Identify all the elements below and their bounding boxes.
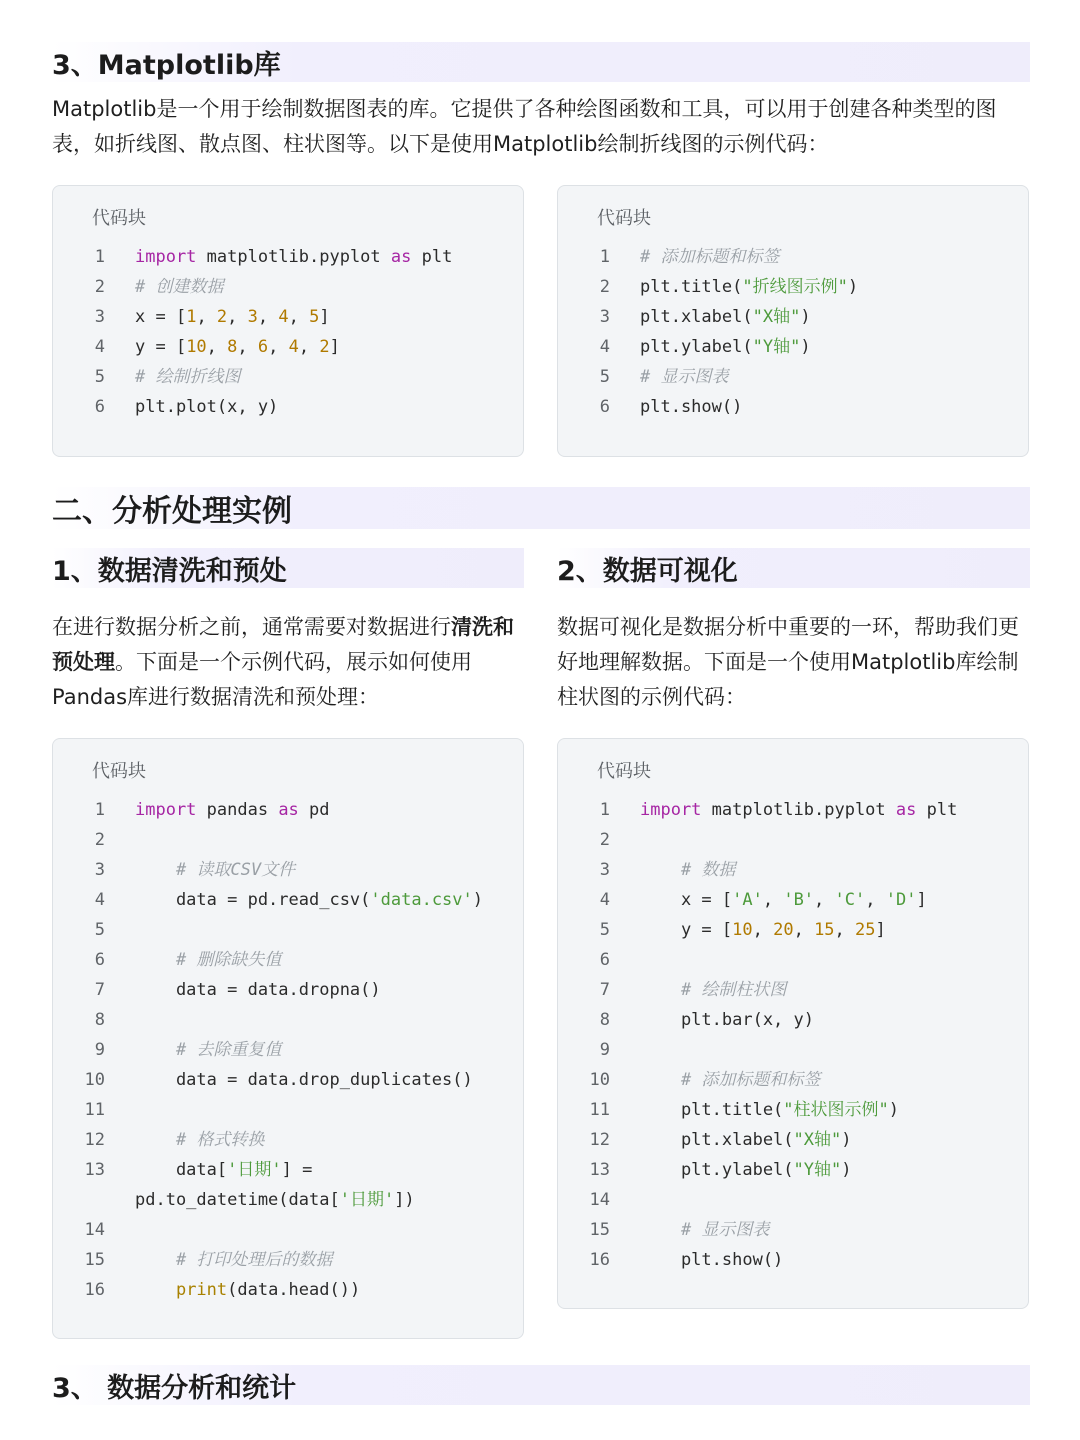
code-token: # 读取CSV文件 bbox=[175, 860, 296, 880]
line-number: 5 bbox=[94, 920, 105, 940]
code-token bbox=[640, 1070, 681, 1090]
code-token: , bbox=[298, 337, 320, 357]
code-text bbox=[135, 362, 240, 392]
code-token: # 添加标题和标签 bbox=[680, 1070, 821, 1090]
code-token: plt.ylabel( bbox=[640, 337, 753, 357]
line-number: 4 bbox=[599, 337, 610, 357]
code-text bbox=[135, 1275, 360, 1305]
section-heading-text: 3、Matplotlib库 bbox=[52, 49, 281, 81]
code-token: 'B' bbox=[783, 890, 815, 910]
code-token: # 删除缺失值 bbox=[175, 950, 282, 970]
code-token: , bbox=[268, 337, 289, 357]
code-block-label: 代码块 bbox=[597, 761, 651, 782]
code-line bbox=[53, 1005, 523, 1035]
code-text bbox=[135, 392, 278, 422]
code-token: matplotlib.pyplot bbox=[701, 800, 896, 820]
code-block-label: 代码块 bbox=[597, 208, 651, 229]
line-number: 16 bbox=[84, 1280, 105, 1300]
code-token: pandas bbox=[196, 800, 279, 820]
line-number: 9 bbox=[94, 1040, 105, 1060]
line-number: 3 bbox=[94, 860, 105, 880]
code-line bbox=[558, 1005, 1028, 1035]
section-heading-matplotlib bbox=[52, 42, 1030, 82]
code-token: 25 bbox=[855, 920, 876, 940]
line-number: 6 bbox=[599, 397, 610, 417]
code-text bbox=[135, 1035, 281, 1065]
code-token: data = data.drop_duplicates() bbox=[135, 1070, 473, 1090]
code-token: , bbox=[793, 920, 815, 940]
code-text bbox=[640, 1215, 769, 1245]
code-text bbox=[640, 975, 786, 1005]
code-token: ) bbox=[472, 890, 484, 910]
matplotlib-intro-paragraph bbox=[52, 92, 1032, 162]
code-token: plt.ylabel( bbox=[640, 1160, 794, 1180]
code-token: plt.show() bbox=[640, 397, 743, 417]
code-token: plt.plot(x, y) bbox=[135, 397, 279, 417]
code-token: , bbox=[865, 890, 886, 910]
line-number: 11 bbox=[589, 1100, 610, 1120]
code-text bbox=[640, 1125, 852, 1155]
line-number: 1 bbox=[94, 247, 105, 267]
code-lines bbox=[558, 242, 1028, 422]
code-token: 'D' bbox=[885, 890, 917, 910]
data-cleaning-intro-paragraph bbox=[52, 610, 524, 715]
paragraph-text: 数据可视化是数据分析中重要的一环，帮助我们更好地理解数据。下面是一个使用Matplotlib库绘制柱状图的示例代码： bbox=[557, 615, 1019, 709]
code-token: plt.bar(x, y) bbox=[640, 1010, 814, 1030]
code-line bbox=[558, 242, 1028, 272]
code-line bbox=[53, 975, 523, 1005]
code-token: , bbox=[227, 307, 248, 327]
line-number: 14 bbox=[84, 1220, 105, 1240]
code-line bbox=[53, 242, 523, 272]
code-token: ) bbox=[888, 1100, 900, 1120]
code-token: 15 bbox=[814, 920, 835, 940]
code-token: plt bbox=[916, 800, 958, 820]
code-token bbox=[135, 1040, 176, 1060]
code-text bbox=[640, 1155, 852, 1185]
code-token: data[ bbox=[135, 1160, 228, 1180]
section-heading-data-analysis-statistics bbox=[52, 1365, 1030, 1405]
code-token: , bbox=[762, 890, 784, 910]
code-token: pd.to_datetime(data[ bbox=[135, 1190, 340, 1210]
code-text bbox=[640, 795, 957, 825]
line-number: 6 bbox=[599, 950, 610, 970]
code-token: # 显示图表 bbox=[640, 367, 729, 387]
line-number: 8 bbox=[94, 1010, 105, 1030]
code-token: ] bbox=[319, 307, 330, 327]
line-number: 4 bbox=[94, 890, 105, 910]
code-token: '日期' bbox=[339, 1190, 395, 1210]
code-line bbox=[53, 1095, 523, 1125]
code-text bbox=[135, 272, 223, 302]
code-block-line-plot bbox=[52, 185, 524, 457]
code-text bbox=[640, 1245, 783, 1275]
data-visualization-intro-paragraph bbox=[557, 610, 1029, 715]
code-line bbox=[558, 1155, 1028, 1185]
code-token: 4 bbox=[288, 337, 299, 357]
code-token: , bbox=[257, 307, 279, 327]
code-token: , bbox=[206, 337, 228, 357]
code-text bbox=[640, 332, 811, 362]
line-number: 15 bbox=[84, 1250, 105, 1270]
code-token bbox=[135, 950, 176, 970]
code-token: plt.xlabel( bbox=[640, 1130, 794, 1150]
line-number: 1 bbox=[94, 800, 105, 820]
code-line bbox=[558, 915, 1028, 945]
code-token: matplotlib.pyplot bbox=[196, 247, 391, 267]
code-line bbox=[558, 945, 1028, 975]
code-line bbox=[558, 272, 1028, 302]
line-number: 3 bbox=[599, 307, 610, 327]
line-number: 3 bbox=[599, 860, 610, 880]
paragraph-text: 。下面是一个示例代码，展示如何使用Pandas库进行数据清洗和预处理： bbox=[52, 650, 472, 709]
code-line bbox=[53, 362, 523, 392]
code-token: import bbox=[135, 247, 197, 267]
code-token: # 去除重复值 bbox=[175, 1040, 282, 1060]
code-token: as bbox=[278, 800, 299, 820]
line-number: 2 bbox=[599, 830, 610, 850]
code-line bbox=[53, 885, 523, 915]
line-number: 10 bbox=[589, 1070, 610, 1090]
code-line bbox=[558, 975, 1028, 1005]
line-number: 6 bbox=[94, 397, 105, 417]
chapter-heading-text: 二、分析处理实例 bbox=[52, 494, 292, 529]
code-token: # 创建数据 bbox=[135, 277, 224, 297]
code-line bbox=[53, 272, 523, 302]
chapter-heading bbox=[52, 487, 1030, 529]
code-token: , bbox=[196, 307, 217, 327]
code-token: 2 bbox=[319, 337, 330, 357]
code-token: # 显示图表 bbox=[680, 1220, 770, 1240]
code-token bbox=[135, 1250, 176, 1270]
line-number: 12 bbox=[589, 1130, 610, 1150]
line-number: 1 bbox=[599, 800, 610, 820]
code-token: ] bbox=[329, 337, 340, 357]
line-number: 12 bbox=[84, 1130, 105, 1150]
line-number: 7 bbox=[94, 980, 105, 1000]
code-text bbox=[640, 1095, 899, 1125]
code-text bbox=[640, 1065, 820, 1095]
line-number: 4 bbox=[94, 337, 105, 357]
code-token: 2 bbox=[216, 307, 228, 327]
line-number: 15 bbox=[589, 1220, 610, 1240]
code-token: y = [ bbox=[135, 337, 187, 357]
code-token: "X轴" bbox=[752, 307, 801, 327]
code-token: # 绘制折线图 bbox=[135, 367, 241, 387]
code-text bbox=[640, 242, 779, 272]
section-heading-data-visualization bbox=[557, 548, 1030, 588]
code-token: x = [ bbox=[135, 307, 187, 327]
line-number: 4 bbox=[599, 890, 610, 910]
code-token: plt.title( bbox=[640, 277, 743, 297]
code-text bbox=[640, 392, 742, 422]
code-line bbox=[558, 1125, 1028, 1155]
code-token: 8 bbox=[227, 337, 238, 357]
line-number: 2 bbox=[94, 830, 105, 850]
code-token: ) bbox=[800, 337, 811, 357]
code-line bbox=[53, 1155, 523, 1185]
section-heading-text: 3、 数据分析和统计 bbox=[52, 1372, 297, 1404]
code-token: plt.show() bbox=[640, 1250, 784, 1270]
code-token: , bbox=[288, 307, 310, 327]
code-line bbox=[558, 855, 1028, 885]
code-lines bbox=[558, 795, 1028, 1275]
code-token: 'data.csv' bbox=[370, 890, 473, 910]
code-line bbox=[53, 825, 523, 855]
code-block-label: 代码块 bbox=[92, 761, 146, 782]
code-token: y = [ bbox=[640, 920, 733, 940]
line-number: 2 bbox=[94, 277, 105, 297]
code-text bbox=[135, 1185, 415, 1215]
line-number: 6 bbox=[94, 950, 105, 970]
code-line bbox=[558, 302, 1028, 332]
code-token: 5 bbox=[309, 307, 320, 327]
code-token: , bbox=[834, 920, 856, 940]
code-text bbox=[135, 302, 330, 332]
code-token: 1 bbox=[186, 307, 197, 327]
code-text bbox=[135, 945, 281, 975]
line-number: 7 bbox=[599, 980, 610, 1000]
code-text bbox=[135, 855, 295, 885]
code-line bbox=[53, 915, 523, 945]
code-token: ) bbox=[841, 1130, 852, 1150]
line-number: 9 bbox=[599, 1040, 610, 1060]
code-line bbox=[53, 795, 523, 825]
line-number: 14 bbox=[589, 1190, 610, 1210]
code-line bbox=[53, 1275, 523, 1305]
section-heading-data-cleaning bbox=[52, 548, 524, 588]
code-text bbox=[135, 1065, 473, 1095]
code-token: plt.xlabel( bbox=[640, 307, 753, 327]
code-token: ) bbox=[847, 277, 859, 297]
code-token: # 绘制柱状图 bbox=[680, 980, 787, 1000]
code-line bbox=[53, 855, 523, 885]
code-lines bbox=[53, 242, 523, 422]
code-token: 10 bbox=[732, 920, 753, 940]
code-token: ) bbox=[800, 307, 811, 327]
code-line bbox=[558, 1245, 1028, 1275]
code-line bbox=[558, 362, 1028, 392]
line-number: 13 bbox=[84, 1160, 105, 1180]
code-text bbox=[135, 1155, 312, 1185]
line-number: 5 bbox=[94, 367, 105, 387]
code-token: ] bbox=[916, 890, 927, 910]
code-text bbox=[640, 362, 728, 392]
code-text bbox=[640, 1005, 814, 1035]
code-line bbox=[558, 885, 1028, 915]
code-line bbox=[53, 1215, 523, 1245]
code-token: # 数据 bbox=[680, 860, 736, 880]
code-line bbox=[53, 302, 523, 332]
code-line bbox=[558, 1035, 1028, 1065]
code-line bbox=[558, 1215, 1028, 1245]
code-text bbox=[135, 332, 340, 362]
code-line bbox=[53, 945, 523, 975]
code-token: ] bbox=[875, 920, 886, 940]
code-text bbox=[135, 242, 452, 272]
code-token bbox=[135, 860, 176, 880]
line-number: 1 bbox=[599, 247, 610, 267]
code-block-plot-labels bbox=[557, 185, 1029, 457]
code-line bbox=[53, 1245, 523, 1275]
code-token: data = pd.read_csv( bbox=[135, 890, 371, 910]
code-token: as bbox=[390, 247, 412, 267]
code-token: , bbox=[237, 337, 258, 357]
code-token: pd bbox=[298, 800, 330, 820]
line-number: 5 bbox=[599, 367, 610, 387]
code-text bbox=[135, 885, 483, 915]
code-token: ) bbox=[841, 1160, 852, 1180]
line-number: 2 bbox=[599, 277, 610, 297]
code-token: plt.title( bbox=[640, 1100, 784, 1120]
code-line bbox=[558, 825, 1028, 855]
code-text bbox=[640, 915, 886, 945]
code-text bbox=[640, 302, 811, 332]
code-line bbox=[53, 332, 523, 362]
line-number: 10 bbox=[84, 1070, 105, 1090]
code-token bbox=[135, 1280, 176, 1300]
code-line bbox=[53, 1035, 523, 1065]
code-token: 10 bbox=[186, 337, 207, 357]
code-token bbox=[640, 860, 681, 880]
code-block-bar-chart bbox=[557, 738, 1029, 1309]
code-token: plt bbox=[411, 247, 453, 267]
code-token: "折线图示例" bbox=[742, 277, 848, 297]
code-block-label: 代码块 bbox=[92, 208, 146, 229]
section-heading-text: 2、数据可视化 bbox=[557, 555, 738, 587]
code-line bbox=[53, 1065, 523, 1095]
code-line bbox=[53, 1125, 523, 1155]
code-token: '日期' bbox=[227, 1160, 282, 1180]
code-text bbox=[135, 1245, 332, 1275]
code-token: # 添加标题和标签 bbox=[640, 247, 780, 267]
code-token: 6 bbox=[257, 337, 269, 357]
code-line bbox=[558, 1065, 1028, 1095]
paragraph-bold-text: 清洗和预处理 bbox=[52, 615, 514, 674]
code-token: 4 bbox=[278, 307, 289, 327]
code-token: "X轴" bbox=[793, 1130, 842, 1150]
code-token: ] = bbox=[281, 1160, 313, 1180]
code-block-pandas-cleaning bbox=[52, 738, 524, 1339]
code-token: print bbox=[175, 1280, 228, 1300]
code-lines bbox=[53, 795, 523, 1305]
code-token: import bbox=[135, 800, 197, 820]
code-token: 'C' bbox=[834, 890, 866, 910]
code-line bbox=[558, 1185, 1028, 1215]
code-token: , bbox=[752, 920, 774, 940]
code-text bbox=[640, 855, 735, 885]
code-line bbox=[558, 795, 1028, 825]
code-line bbox=[558, 1095, 1028, 1125]
code-line bbox=[558, 332, 1028, 362]
code-text bbox=[135, 1125, 264, 1155]
code-token: import bbox=[640, 800, 702, 820]
code-token: 3 bbox=[247, 307, 258, 327]
code-token: 20 bbox=[773, 920, 794, 940]
code-token: "Y轴" bbox=[793, 1160, 842, 1180]
code-token: x = [ bbox=[640, 890, 733, 910]
line-number: 3 bbox=[94, 307, 105, 327]
code-token: 'A' bbox=[732, 890, 763, 910]
code-token: as bbox=[895, 800, 917, 820]
line-number: 8 bbox=[599, 1010, 610, 1030]
code-token: "Y轴" bbox=[752, 337, 801, 357]
code-token: data = data.dropna() bbox=[135, 980, 381, 1000]
code-token: "柱状图示例" bbox=[783, 1100, 889, 1120]
code-line bbox=[53, 1185, 523, 1215]
code-text bbox=[135, 795, 330, 825]
code-line bbox=[558, 392, 1028, 422]
code-text bbox=[640, 885, 927, 915]
code-token: , bbox=[814, 890, 835, 910]
code-token: # 格式转换 bbox=[175, 1130, 265, 1150]
code-token bbox=[640, 1220, 681, 1240]
line-number: 5 bbox=[599, 920, 610, 940]
code-text bbox=[640, 272, 858, 302]
code-token: (data.head()) bbox=[227, 1280, 361, 1300]
section-heading-text: 1、数据清洗和预处 bbox=[52, 555, 287, 587]
paragraph-text: Matplotlib是一个用于绘制数据图表的库。它提供了各种绘图函数和工具，可以用于创建各种类型的图表，如折线图、散点图、柱状图等。以下是使用Matplotlib绘制折线图的示例代码： bbox=[52, 97, 997, 156]
code-token: # 打印处理后的数据 bbox=[175, 1250, 333, 1270]
code-token bbox=[640, 980, 681, 1000]
code-token: ]) bbox=[394, 1190, 415, 1210]
code-text bbox=[135, 975, 381, 1005]
code-token bbox=[135, 1130, 176, 1150]
line-number: 13 bbox=[589, 1160, 610, 1180]
line-number: 11 bbox=[84, 1100, 105, 1120]
line-number: 16 bbox=[589, 1250, 610, 1270]
code-line bbox=[53, 392, 523, 422]
paragraph-text: 在进行数据分析之前，通常需要对数据进行 bbox=[52, 615, 451, 639]
